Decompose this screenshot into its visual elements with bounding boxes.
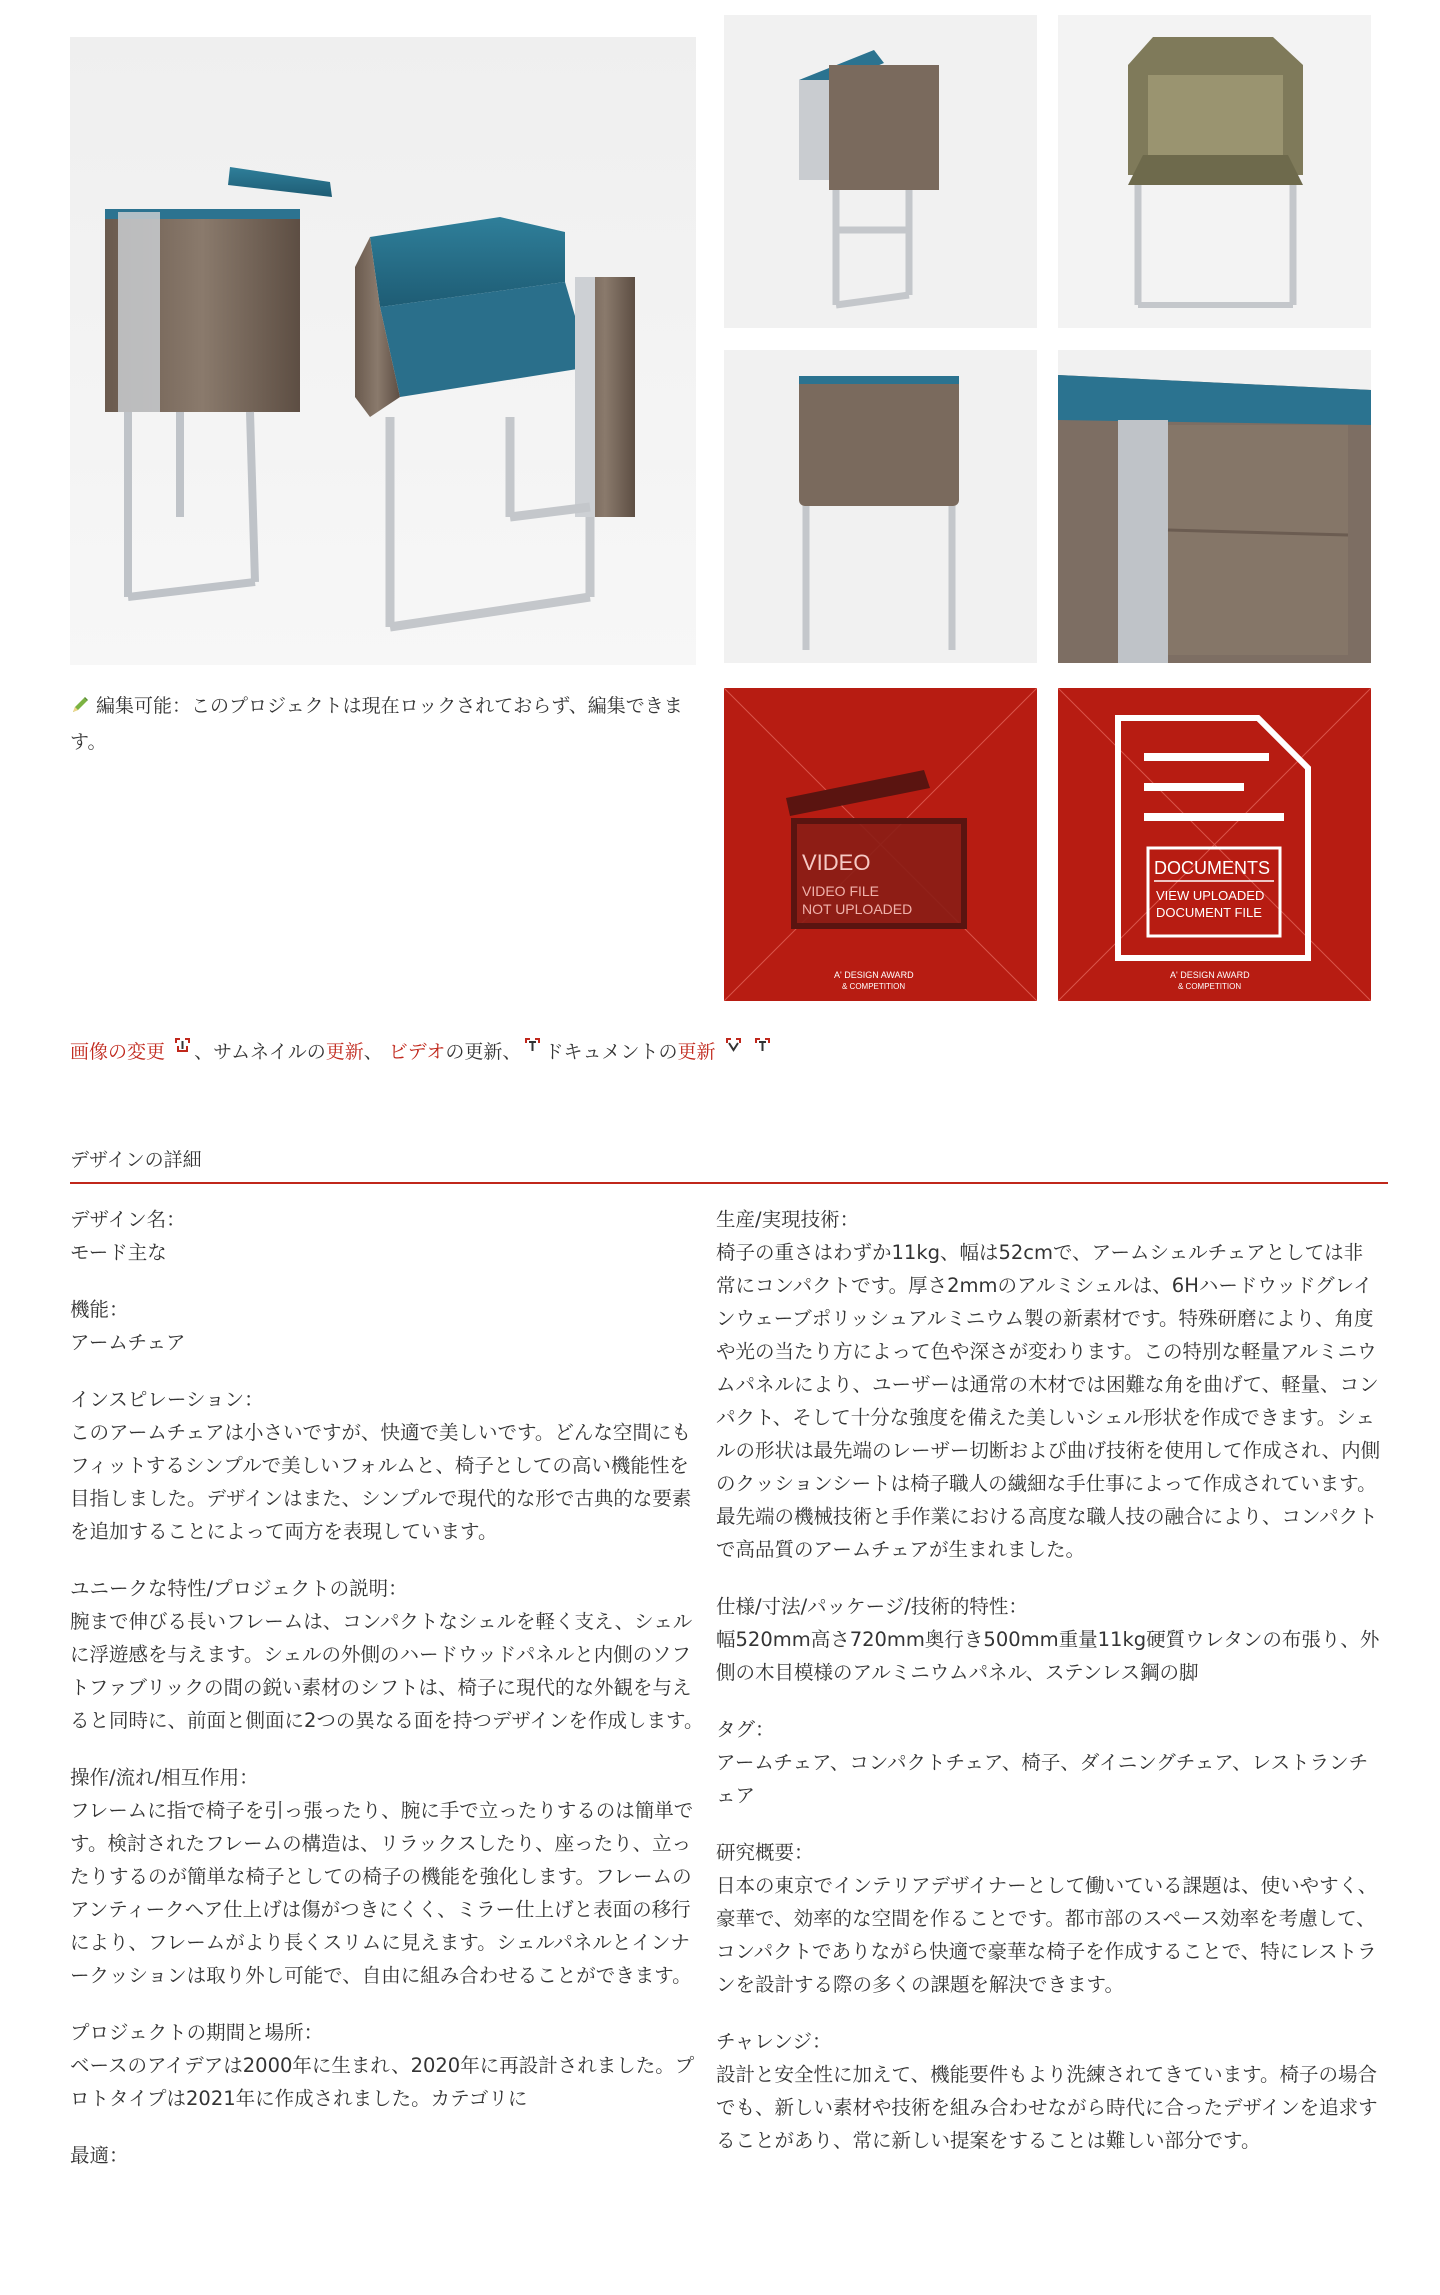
svg-text:& COMPETITION: & COMPETITION <box>842 982 906 991</box>
thumbnail-update-link[interactable]: 更新 <box>325 1041 364 1063</box>
document-file-icon <box>1058 688 1371 1001</box>
detail-field-value: ベースのアイデアは2000年に生まれ、2020年に再設計されました。プロトタイプは2021年に作成されました。カテゴリに <box>70 2054 695 2110</box>
thumbnail-side-view[interactable] <box>724 15 1037 328</box>
chair-back-render <box>724 350 1037 663</box>
detail-field-label: インスピレーション： <box>70 1388 264 1411</box>
detail-field-label: チャレンジ： <box>716 2030 832 2053</box>
detail-field <box>70 1383 706 1548</box>
editable-notice-text: 編集可能：このプロジェクトは現在ロックされておらず、編集できます。 <box>70 695 683 753</box>
video-suffix-text: の更新、 <box>445 1041 522 1063</box>
detail-field-label: 操作/流れ/相互作用： <box>70 1766 259 1789</box>
detail-field-label: 生産/実現技術： <box>716 1208 860 1231</box>
detail-field <box>70 2016 706 2115</box>
svg-text:& COMPETITION: & COMPETITION <box>1178 982 1242 991</box>
upload-icon[interactable] <box>174 1033 191 1050</box>
detail-field-label: プロジェクトの期間と場所： <box>70 2021 324 2044</box>
detail-field <box>716 1590 1382 1689</box>
document-upload-icon[interactable] <box>754 1033 771 1050</box>
separator-text: 、 <box>363 1041 389 1063</box>
change-image-link[interactable]: 画像の変更 <box>70 1041 166 1063</box>
document-update-link[interactable]: 更新 <box>677 1041 716 1063</box>
chair-pair-render <box>70 37 696 665</box>
detail-field <box>716 1836 1382 2001</box>
document-prefix-text: ドキュメントの <box>544 1041 678 1063</box>
main-chair-image[interactable] <box>70 37 696 665</box>
detail-field-value: モード主な <box>70 1241 167 1264</box>
video-tile[interactable] <box>724 688 1037 1001</box>
detail-field-value: 腕まで伸びる長いフレームは、コンパクトなシェルを軽く支え、シェルに浮遊感を与えます。シェルの外側のハードウッドパネルと内側のソフトファブリックの間の鋭い素材のシフトは、椅子に現代的な外観を与えると同時に、前面と側面に2つの異なる面を持つデザインを作成します。 <box>70 1610 704 1732</box>
detail-field <box>70 1203 706 1269</box>
update-links-row <box>70 1033 1370 1067</box>
detail-field-value: アームチェア <box>70 1331 186 1354</box>
detail-field-value: 設計と安全性に加えて、機能要件もより洗練されてきています。椅子の場合でも、新しい素材や技術を組み合わせながら時代に合ったデザインを追求することがあり、常に新しい提案をすることは難しい部分です。 <box>716 2063 1378 2152</box>
detail-field-label: ユニークな特性/プロジェクトの説明： <box>70 1577 408 1600</box>
detail-field-value: アームチェア、コンパクトチェア、椅子、ダイニングチェア、レストランチェア <box>716 1751 1369 1807</box>
svg-text:DOCUMENTS: DOCUMENTS <box>1154 858 1270 878</box>
detail-field-value: フレームに指で椅子を引っ張ったり、腕に手で立ったりするのは簡単です。検討されたフレームの構造は、リラックスしたり、座ったり、立ったりするのが簡単な椅子としての椅子の機能を強化します。フレームのアンティークヘア仕上げは傷がつきにくく、ミラー仕上げと表面の移行により、フレームがより長くスリムに見えます。シェルパネルとインナークッションは取り外し可能で、自由に組み合わせることができます。 <box>70 1799 694 1987</box>
detail-field-label: 仕様/寸法/パッケージ/技術的特性： <box>716 1595 1028 1618</box>
svg-text:VIEW UPLOADED: VIEW UPLOADED <box>1156 888 1265 903</box>
details-right-column <box>716 1203 1382 2181</box>
detail-field-value: 幅520mm高さ720mm奥行き500mm重量11kg硬質ウレタンの布張り、外側の木目模様のアルミニウムパネル、ステンレス鋼の脚 <box>716 1628 1380 1684</box>
svg-text:VIDEO FILE: VIDEO FILE <box>802 883 880 899</box>
detail-field-value: 椅子の重さはわずか11kg、幅は52cmで、アームシェルチェアとしては非常にコンパクトです。厚さ2mmのアルミシェルは、6Hハードウッドグレインウェーブポリッシュアルミニウム製の新素材です。特殊研磨により、角度や光の当たり方によって色や深さが変わります。この特別な軽量アルミニウムパネルにより、ユーザーは通常の木材では困難な角を曲げて、軽量、コンパクト、そして十分な強度を備えた美しいシェル形状を作成できます。シェルの形状は最先端のレーザー切断および曲げ技術を使用して作成され、内側のクッションシートは椅子職人の繊細な手仕事によって作成されています。最先端の機械技術と手作業における高度な職人技の融合により、コンパクトで高品質のアームチェアが生まれました。 <box>716 1241 1381 1561</box>
detail-field <box>70 1572 706 1737</box>
thumbnail-prefix-text: 、サムネイルの <box>194 1041 326 1063</box>
detail-field <box>716 2025 1382 2157</box>
detail-field <box>70 1761 706 1992</box>
document-download-icon[interactable] <box>725 1033 742 1050</box>
detail-field-value: 日本の東京でインテリアデザイナーとして働いている課題は、使いやすく、豪華で、効率的な空間を作ることです。都市部のスペース効率を考慮して、コンパクトでありながら快適で豪華な椅子を作成することで、特にレストランを設計する際の多くの課題を解決できます。 <box>716 1874 1378 1996</box>
chair-detail-render <box>1058 350 1371 663</box>
chair-fabric-render <box>1058 15 1371 328</box>
video-link[interactable]: ビデオ <box>388 1041 446 1063</box>
detail-field <box>716 1203 1382 1566</box>
video-clapperboard-icon <box>724 688 1037 1001</box>
detail-field-label: 機能： <box>70 1298 129 1321</box>
detail-field-label: デザイン名： <box>70 1208 186 1231</box>
video-update-icon[interactable] <box>524 1033 541 1050</box>
detail-field-label: 最適： <box>70 2144 129 2167</box>
thumbnail-front-fabric-view[interactable] <box>1058 15 1371 328</box>
detail-field-value: このアームチェアは小さいですが、快適で美しいです。どんな空間にもフィットするシンプルで美しいフォルムと、椅子としての高い機能性を目指しました。デザインはまた、シンプルで現代的な形で古典的な要素を追加することによって両方を表現しています。 <box>70 1421 692 1543</box>
svg-text:A' DESIGN AWARD: A' DESIGN AWARD <box>1170 970 1250 980</box>
detail-field-label: 研究概要： <box>716 1841 814 1864</box>
svg-text:NOT UPLOADED: NOT UPLOADED <box>802 901 913 917</box>
documents-tile[interactable] <box>1058 688 1371 1001</box>
detail-field <box>716 1713 1382 1812</box>
thumbnail-back-view[interactable] <box>724 350 1037 663</box>
thumbnail-detail-view[interactable] <box>1058 350 1371 663</box>
svg-text:DOCUMENT FILE: DOCUMENT FILE <box>1156 905 1262 920</box>
details-left-column <box>70 1203 706 2196</box>
svg-text:A' DESIGN AWARD: A' DESIGN AWARD <box>834 970 914 980</box>
detail-field-label: タグ： <box>716 1718 775 1741</box>
editable-notice <box>70 690 696 759</box>
design-details-title: デザインの詳細 <box>70 1149 202 1171</box>
chair-side-render <box>724 15 1037 328</box>
detail-field <box>70 1293 706 1359</box>
detail-field <box>70 2139 706 2172</box>
svg-text:VIDEO: VIDEO <box>802 850 871 875</box>
pencil-icon <box>70 693 90 726</box>
section-divider <box>70 1182 1388 1184</box>
